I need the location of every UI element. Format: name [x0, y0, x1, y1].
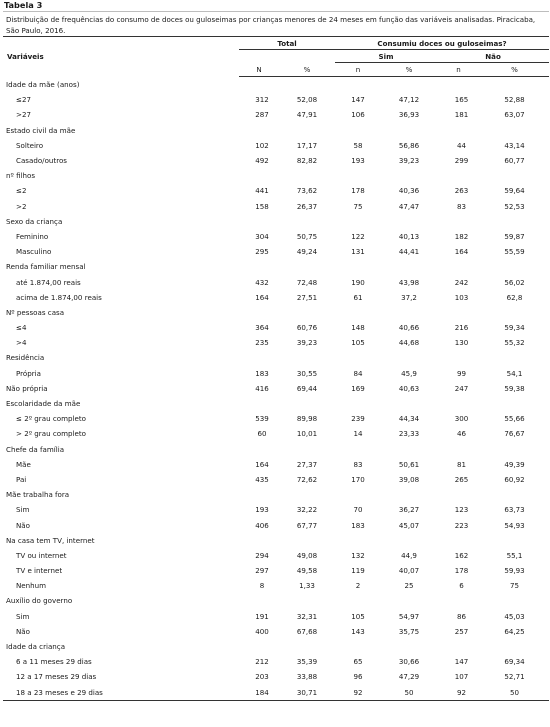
yes-n-cell: 147 — [351, 95, 365, 105]
table-row — [3, 366, 549, 381]
row-label: Nenhum — [16, 581, 47, 591]
row-label: 6 a 11 meses 29 dias — [16, 657, 92, 667]
no-n-cell: 165 — [454, 95, 469, 105]
table-row — [3, 138, 549, 153]
total-n-cell: 304 — [255, 231, 269, 241]
group-label: Na casa tem TV, internet — [6, 535, 95, 545]
yes-pct-cell: 37,2 — [401, 292, 417, 302]
total-n-cell: 102 — [255, 140, 269, 150]
table-body — [3, 77, 549, 701]
total-n-cell: 191 — [255, 611, 269, 621]
document — [3, 0, 549, 701]
no-n-cell: 216 — [454, 323, 469, 333]
no-n-header: n — [437, 63, 480, 77]
no-header: Não — [437, 50, 549, 63]
table-row — [3, 563, 549, 578]
total-pct-cell: 30,55 — [296, 368, 318, 378]
yes-pct-cell: 40,63 — [398, 383, 420, 393]
yes-n-cell: 105 — [351, 338, 365, 348]
yes-pct-cell: 39,08 — [398, 474, 420, 484]
no-pct-cell: 60,77 — [504, 156, 525, 166]
yes-header: Sim — [335, 50, 437, 63]
row-label: Casado/outros — [16, 156, 67, 166]
no-pct-header: % — [480, 63, 549, 77]
row-label: ≤ 2º grau completo — [16, 414, 86, 424]
table-row — [3, 199, 549, 214]
total-pct-cell: 10,01 — [296, 429, 318, 439]
no-pct-cell: 59,34 — [504, 323, 525, 333]
yes-pct-cell: 44,9 — [401, 550, 417, 560]
no-n-cell: 247 — [454, 383, 469, 393]
no-pct-cell: 52,88 — [504, 95, 525, 105]
total-n-cell: 287 — [255, 110, 269, 120]
total-n-cell: 60 — [257, 429, 267, 439]
yes-pct-cell: 30,66 — [398, 657, 420, 667]
yes-n-cell: 65 — [353, 657, 363, 667]
group-header-row — [3, 350, 549, 365]
yes-n-cell: 190 — [351, 277, 365, 287]
yes-pct-cell: 47,29 — [398, 672, 420, 682]
table-row — [3, 426, 549, 441]
group-label: Estado civil da mãe — [6, 125, 76, 135]
group-label: Idade da criança — [6, 642, 66, 652]
total-pct-cell: 60,76 — [296, 323, 318, 333]
yes-pct-cell: 44,41 — [398, 247, 420, 257]
row-label: ≤27 — [16, 95, 31, 105]
group-header-row — [3, 639, 549, 654]
no-n-cell: 265 — [454, 474, 469, 484]
yes-n-cell: 2 — [355, 581, 361, 591]
total-n-cell: 203 — [255, 672, 269, 682]
no-pct-cell: 69,34 — [504, 657, 525, 667]
yes-pct-cell: 45,9 — [401, 368, 417, 378]
yes-pct-cell: 47,47 — [398, 201, 420, 211]
yes-pct-cell: 40,66 — [398, 323, 420, 333]
table-row — [3, 609, 549, 624]
no-pct-cell: 52,53 — [504, 201, 525, 211]
table-row — [3, 320, 549, 335]
no-n-cell: 46 — [457, 429, 467, 439]
total-pct-cell: 17,17 — [296, 140, 318, 150]
group-label: Escolaridade da mãe — [6, 399, 81, 409]
yes-n-cell: 83 — [353, 459, 363, 469]
total-n-cell: 297 — [255, 566, 269, 576]
no-pct-cell: 52,71 — [504, 672, 525, 682]
group-header-row — [3, 487, 549, 502]
no-n-cell: 299 — [454, 156, 469, 166]
yes-n-cell: 119 — [351, 566, 365, 576]
yes-pct-cell: 56,86 — [398, 140, 420, 150]
yes-n-cell: 239 — [351, 414, 365, 424]
group-header-row — [3, 442, 549, 457]
no-pct-cell: 59,93 — [504, 566, 525, 576]
total-pct-cell: 67,68 — [296, 626, 318, 636]
no-n-cell: 44 — [457, 140, 467, 150]
yes-n-cell: 169 — [351, 383, 365, 393]
total-n-cell: 364 — [255, 323, 269, 333]
row-label: Sim — [16, 505, 30, 515]
table-row — [3, 654, 549, 669]
yes-n-cell: 143 — [351, 626, 365, 636]
total-n-cell: 295 — [255, 247, 269, 257]
no-n-cell: 182 — [454, 231, 469, 241]
no-n-cell: 99 — [457, 368, 467, 378]
total-pct-cell: 33,88 — [296, 672, 318, 682]
total-n-header: N — [239, 63, 279, 77]
total-pct-cell: 49,58 — [296, 566, 318, 576]
no-n-cell: 263 — [454, 186, 469, 196]
total-pct-cell: 52,08 — [296, 95, 318, 105]
group-header-row — [3, 533, 549, 548]
yes-pct-cell: 36,93 — [398, 110, 420, 120]
group-label: Sexo da criança — [6, 216, 63, 226]
no-pct-cell: 50 — [480, 685, 549, 701]
row-label: > 2º grau completo — [16, 429, 86, 439]
table-row — [3, 183, 549, 198]
total-pct-cell: 72,62 — [296, 474, 318, 484]
total-pct-cell: 49,08 — [296, 550, 318, 560]
no-pct-cell: 59,38 — [504, 383, 525, 393]
group-label: Renda familiar mensal — [6, 262, 86, 272]
total-header: Total — [239, 37, 335, 50]
no-pct-cell: 55,59 — [504, 247, 525, 257]
group-header-row — [3, 396, 549, 411]
no-pct-cell: 54,93 — [504, 520, 525, 530]
table-row — [3, 517, 549, 532]
no-pct-cell: 59,87 — [504, 231, 525, 241]
yes-pct-cell: 44,34 — [398, 414, 420, 424]
yes-n-cell: 148 — [351, 323, 365, 333]
group-header-row — [3, 214, 549, 229]
total-pct-cell: 27,37 — [296, 459, 318, 469]
total-n-cell: 416 — [255, 383, 269, 393]
yes-n-cell: 92 — [335, 685, 381, 701]
no-pct-cell: 55,66 — [504, 414, 525, 424]
yes-n-cell: 122 — [351, 231, 365, 241]
total-n-cell: 184 — [239, 685, 279, 701]
table-header — [3, 37, 549, 77]
yes-pct-cell: 36,27 — [398, 505, 420, 515]
total-pct-cell: 32,22 — [296, 505, 318, 515]
yes-pct-cell: 47,12 — [398, 95, 420, 105]
table-row — [3, 92, 549, 107]
total-n-cell: 492 — [255, 156, 269, 166]
no-pct-cell: 63,73 — [504, 505, 525, 515]
table-row — [3, 411, 549, 426]
yes-pct-cell: 50,61 — [398, 459, 420, 469]
total-n-cell: 183 — [255, 368, 269, 378]
yes-n-cell: 131 — [351, 247, 365, 257]
total-pct-cell: 27,51 — [296, 292, 318, 302]
yes-n-cell: 132 — [351, 550, 365, 560]
total-pct-cell: 69,44 — [296, 383, 318, 393]
row-label: Feminino — [16, 231, 49, 241]
total-pct-cell: 67,77 — [296, 520, 318, 530]
row-label: acima de 1.874,00 reais — [16, 292, 102, 302]
yes-pct-cell: 45,07 — [398, 520, 420, 530]
table-row — [3, 107, 549, 122]
row-label: ≤4 — [16, 323, 27, 333]
no-n-cell: 242 — [454, 277, 469, 287]
group-header-row — [3, 259, 549, 274]
table-row — [3, 685, 549, 701]
row-label: Não — [16, 520, 30, 530]
yes-n-cell: 58 — [353, 140, 363, 150]
group-label: nº filhos — [6, 171, 36, 181]
row-label: até 1.874,00 reais — [16, 277, 81, 287]
yes-n-cell: 70 — [353, 505, 363, 515]
total-pct-header: % — [279, 63, 335, 77]
row-label: 18 a 23 meses e 29 dias — [3, 685, 239, 701]
variables-header: Variáveis — [3, 37, 239, 77]
no-n-cell: 107 — [454, 672, 469, 682]
no-pct-cell: 49,39 — [504, 459, 525, 469]
yes-pct-cell: 23,33 — [398, 429, 420, 439]
yes-n-cell: 105 — [351, 611, 365, 621]
table-row — [3, 335, 549, 350]
table-row — [3, 624, 549, 639]
consumed-header: Consumiu doces ou guloseimas? — [335, 37, 549, 50]
group-label: Nº pessoas casa — [6, 307, 65, 317]
yes-n-cell: 84 — [353, 368, 363, 378]
total-n-cell: 193 — [255, 505, 269, 515]
no-n-cell: 164 — [454, 247, 469, 257]
table-row — [3, 457, 549, 472]
table-row — [3, 669, 549, 684]
total-n-cell: 235 — [255, 338, 269, 348]
group-label: Mãe trabalha fora — [6, 490, 70, 500]
group-header-row — [3, 123, 549, 138]
row-label: >4 — [16, 338, 27, 348]
total-n-cell: 435 — [255, 474, 269, 484]
yes-pct-header: % — [381, 63, 437, 77]
row-label: Solteiro — [16, 140, 44, 150]
row-label: Não — [16, 626, 30, 636]
total-pct-cell: 72,48 — [296, 277, 318, 287]
no-n-cell: 130 — [454, 338, 469, 348]
table-label: Tabela 3 — [4, 0, 43, 10]
no-pct-cell: 43,14 — [504, 140, 525, 150]
total-n-cell: 539 — [255, 414, 269, 424]
row-label: Sim — [16, 611, 30, 621]
row-label: >2 — [16, 201, 27, 211]
total-n-cell: 400 — [255, 626, 269, 636]
no-pct-cell: 75 — [510, 581, 520, 591]
total-n-cell: 432 — [255, 277, 269, 287]
row-label: TV ou internet — [16, 550, 67, 560]
no-n-cell: 81 — [457, 459, 467, 469]
yes-pct-cell: 35,75 — [398, 626, 420, 636]
no-n-cell: 92 — [437, 685, 480, 701]
row-label: Masculino — [16, 247, 52, 257]
row-label: Pai — [16, 474, 27, 484]
row-label: Mãe — [16, 459, 31, 469]
no-pct-cell: 59,64 — [504, 186, 525, 196]
no-n-cell: 300 — [454, 414, 469, 424]
no-n-cell: 178 — [454, 566, 469, 576]
table-row — [3, 548, 549, 563]
total-n-cell: 441 — [255, 186, 269, 196]
total-pct-cell: 32,31 — [296, 611, 318, 621]
group-header-row — [3, 77, 549, 93]
yes-pct-cell: 40,13 — [398, 231, 420, 241]
table-row — [3, 381, 549, 396]
group-label: Chefe da família — [6, 444, 65, 454]
yes-n-header: n — [335, 63, 381, 77]
table-row — [3, 229, 549, 244]
total-pct-cell: 73,62 — [296, 186, 318, 196]
total-pct-cell: 39,23 — [296, 338, 318, 348]
total-spacer — [239, 50, 335, 63]
no-pct-cell: 56,02 — [504, 277, 525, 287]
total-n-cell: 212 — [255, 657, 269, 667]
yes-pct-cell: 40,36 — [398, 186, 420, 196]
no-pct-cell: 76,67 — [504, 429, 525, 439]
table-row — [3, 578, 549, 593]
yes-n-cell: 183 — [351, 520, 365, 530]
total-pct-cell: 49,24 — [296, 247, 318, 257]
table-row — [3, 244, 549, 259]
total-pct-cell: 89,98 — [296, 414, 318, 424]
yes-n-cell: 96 — [353, 672, 363, 682]
total-pct-cell: 1,33 — [299, 581, 315, 591]
yes-n-cell: 178 — [351, 186, 365, 196]
total-pct-cell: 47,91 — [296, 110, 318, 120]
table-row — [3, 290, 549, 305]
table-row — [3, 502, 549, 517]
no-n-cell: 223 — [454, 520, 469, 530]
yes-n-cell: 170 — [351, 474, 365, 484]
total-n-cell: 164 — [255, 459, 269, 469]
group-label: Auxílio do governo — [6, 596, 73, 606]
group-label: Residência — [6, 353, 45, 363]
yes-pct-cell: 44,68 — [398, 338, 420, 348]
no-pct-cell: 45,03 — [504, 611, 525, 621]
no-n-cell: 6 — [459, 581, 464, 591]
total-n-cell: 158 — [255, 201, 269, 211]
no-pct-cell: 62,8 — [506, 292, 523, 302]
yes-pct-cell: 50 — [381, 685, 437, 701]
row-label: Própria — [16, 368, 41, 378]
no-n-cell: 181 — [454, 110, 469, 120]
total-pct-cell: 26,37 — [296, 201, 318, 211]
total-n-cell: 294 — [255, 550, 269, 560]
yes-n-cell: 193 — [351, 156, 365, 166]
row-label: TV e internet — [16, 566, 63, 576]
yes-pct-cell: 40,07 — [398, 566, 420, 576]
no-n-cell: 147 — [454, 657, 469, 667]
table-row — [3, 274, 549, 289]
no-n-cell: 83 — [457, 201, 467, 211]
group-header-row — [3, 593, 549, 608]
no-n-cell: 123 — [454, 505, 469, 515]
row-label: Não própria — [6, 383, 48, 393]
total-n-cell: 164 — [255, 292, 269, 302]
total-pct-cell: 30,71 — [279, 685, 335, 701]
no-pct-cell: 60,92 — [504, 474, 525, 484]
yes-pct-cell: 39,23 — [398, 156, 420, 166]
no-pct-cell: 55,32 — [504, 338, 525, 348]
frequency-table — [3, 36, 549, 701]
yes-n-cell: 61 — [353, 292, 363, 302]
no-n-cell: 86 — [457, 611, 467, 621]
yes-n-cell: 14 — [353, 429, 363, 439]
group-label: Idade da mãe (anos) — [6, 80, 80, 90]
no-n-cell: 162 — [454, 550, 469, 560]
table-row — [3, 472, 549, 487]
yes-n-cell: 75 — [353, 201, 363, 211]
table-row — [3, 153, 549, 168]
group-header-row — [3, 305, 549, 320]
yes-pct-cell: 54,97 — [398, 611, 420, 621]
row-label: 12 a 17 meses 29 dias — [16, 672, 97, 682]
total-n-cell: 8 — [259, 581, 265, 591]
no-pct-cell: 63,07 — [504, 110, 525, 120]
no-pct-cell: 54,1 — [506, 368, 523, 378]
row-label: >27 — [16, 110, 31, 120]
yes-pct-cell: 25 — [404, 581, 414, 591]
total-n-cell: 312 — [255, 95, 269, 105]
no-n-cell: 103 — [454, 292, 469, 302]
row-label: ≤2 — [16, 186, 27, 196]
yes-n-cell: 106 — [351, 110, 365, 120]
no-pct-cell: 64,25 — [504, 626, 525, 636]
total-pct-cell: 50,75 — [296, 231, 318, 241]
no-n-cell: 257 — [454, 626, 469, 636]
table-caption: Distribuição de frequências do consumo de doces ou guloseimas por crianças menores de 24 meses em função das variáveis analisadas. Piracicaba, São Paulo, 2016. — [6, 15, 536, 35]
group-header-row — [3, 168, 549, 183]
total-pct-cell: 82,82 — [296, 156, 318, 166]
no-pct-cell: 55,1 — [506, 550, 523, 560]
yes-pct-cell: 43,98 — [398, 277, 420, 287]
total-n-cell: 406 — [255, 520, 269, 530]
total-pct-cell: 35,39 — [296, 657, 318, 667]
